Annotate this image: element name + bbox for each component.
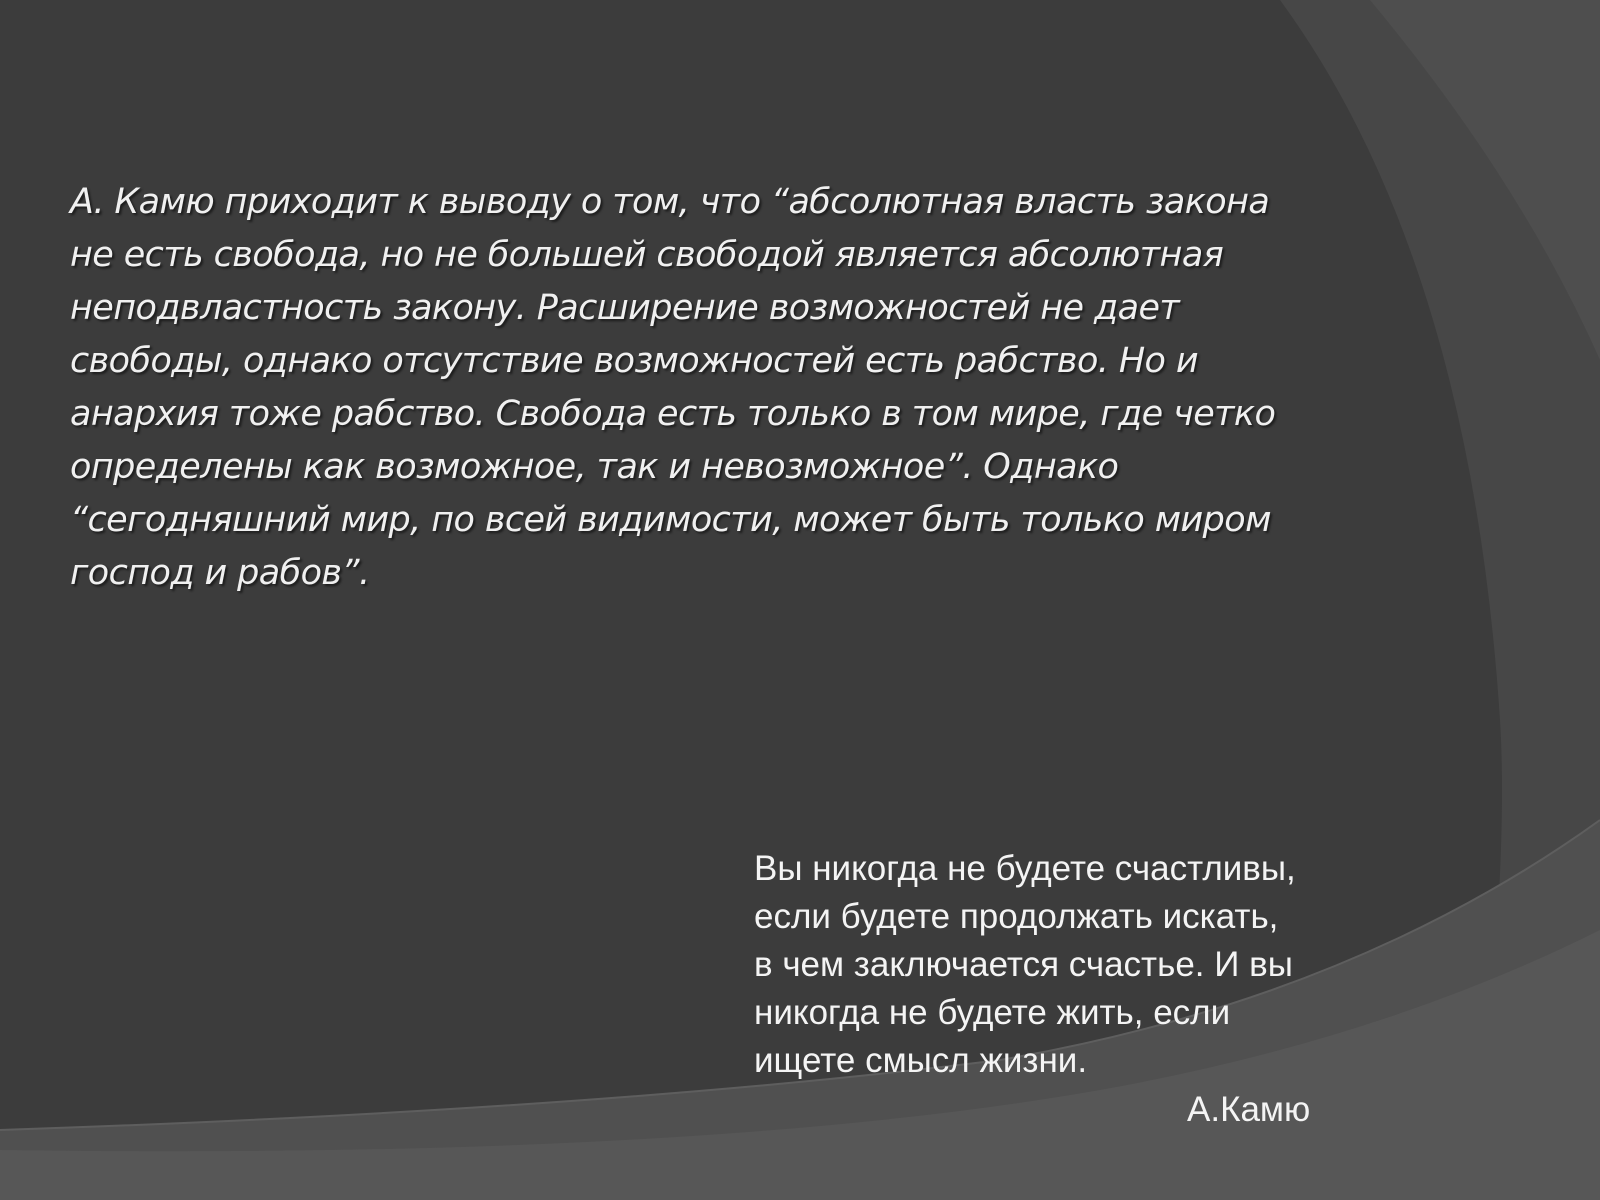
epigraph-text: Вы никогда не будете счастливы, если будете продолжать искать, в чем заключается счастье. И вы никогда не будете жить, если ищете смысл жизни. <box>754 849 1296 1080</box>
epigraph-author: А.Камю <box>1187 1090 1311 1129</box>
main-quote-text: А. Камю приходит к выводу о том, что “абсолютная власть закона не есть свобода, но не большей свободой является абсолютная неподвластность закону. Расширение возможностей не дает свободы, однако отсутствие возможностей есть рабство. Но и анархия тоже рабство. Свобода есть только в том мире, где четко определены как возможное, так и невозможное”. Однако “сегодняшний мир, по всей видимости, может быть только миром господ и рабов”. <box>70 182 1276 593</box>
